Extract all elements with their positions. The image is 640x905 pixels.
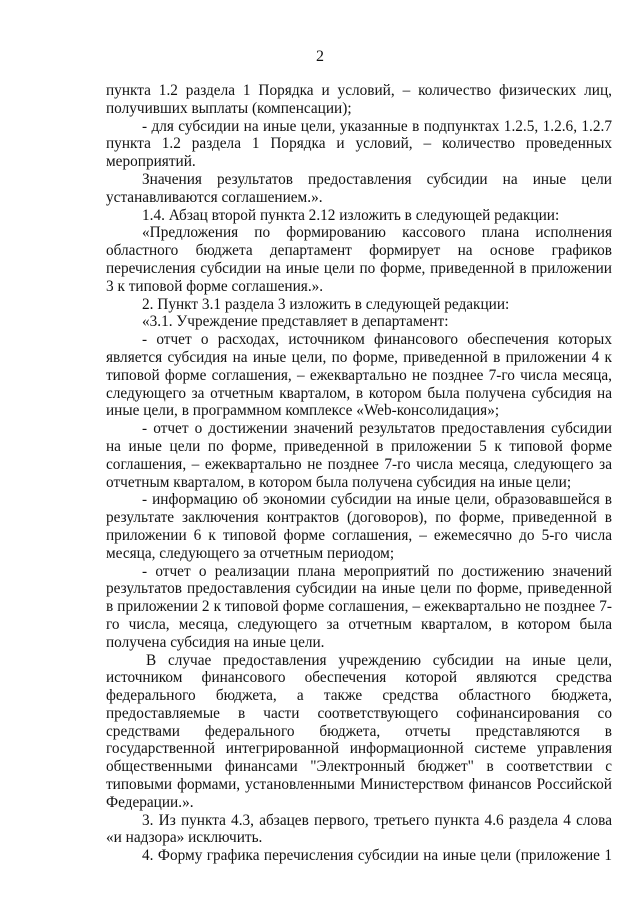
paragraph-6: 2. Пункт 3.1 раздела 3 изложить в следующей редакции: <box>142 295 510 313</box>
paragraph-14: 4. Форму графика перечисления субсидии на иные цели (приложение 1 <box>142 847 612 865</box>
paragraph-7: «3.1. Учреждение представляет в департамент: <box>142 313 449 331</box>
page-number: 2 <box>316 48 324 65</box>
paragraph-3: Значения результатов предоставления субсидии на иные цели устанавливаются соглашением.». <box>106 170 612 206</box>
paragraph-10: - информацию об экономии субсидии на иные цели, образовавшейся в результате заключения контрактов (договоров), по форме, приведенной в приложении 6 к типовой форме соглашения, – ежемесячно до 5-го числа месяца, следующего за отчетным периодом; <box>106 491 612 562</box>
paragraph-12: В случае предоставления учреждению субсидии на иные цели, источником финансового обеспечения которой являются средства федерального бюджета, а также средства областного бюджета, предоставляемые в части соответствующего софинансирования со средствами федерального бюджета, отчеты представляются в государственной интегрированной информационной системе управления общественными финансами "Электронный бюджет" в соответствии с типовыми формами, установленными Министерством финансов Российской Федерации.». <box>106 651 612 811</box>
paragraph-2: - для субсидии на иные цели, указанные в подпунктах 1.2.5, 1.2.6, 1.2.7 пункта 1.2 раздела 1 Порядка и условий, – количество проведенных мероприятий. <box>106 117 612 171</box>
paragraph-11: - отчет о реализации плана мероприятий по достижению значений результатов предоставления субсидии на иные цели по форме, приведенной в приложении 2 к типовой форме соглашения, – ежеквартально не позднее 7-го числа, месяца, следующего за отчетным кварталом, в котором была получена субсидия на иные цели. <box>106 562 612 651</box>
paragraph-9: - отчет о достижении значений результатов предоставления субсидии на иные цели по форме, приведенной в приложении 5 к типовой форме соглашения, – ежеквартально не позднее 7-го числа месяца, следующего за отчетным кварталом, в котором была получена субсидия на иные цели; <box>106 420 612 491</box>
paragraph-13: 3. Из пункта 4.3, абзацев первого, третьего пункта 4.6 раздела 4 слова «и надзора» исключить. <box>106 811 612 847</box>
document-body <box>106 82 612 865</box>
paragraph-5: «Предложения по формированию кассового плана исполнения областного бюджета департамент формирует на основе графиков перечисления субсидии на иные цели по форме, приведенной в приложении 3 к типовой форме соглашения.». <box>106 224 612 295</box>
paragraph-8: - отчет о расходах, источником финансового обеспечения которых является субсидия на иные цели, по форме, приведенной в приложении 4 к типовой форме соглашения, – ежеквартально не позднее 7-го числа месяца, следующего за отчетным кварталом, в котором была получена субсидия на иные цели, в программном комплексе «Web-консолидация»; <box>106 331 612 420</box>
paragraph-1: пункта 1.2 раздела 1 Порядка и условий, – количество физических лиц, получивших выплаты (компенсации); <box>106 82 612 117</box>
paragraph-4: 1.4. Абзац второй пункта 2.12 изложить в следующей редакции: <box>142 206 560 224</box>
